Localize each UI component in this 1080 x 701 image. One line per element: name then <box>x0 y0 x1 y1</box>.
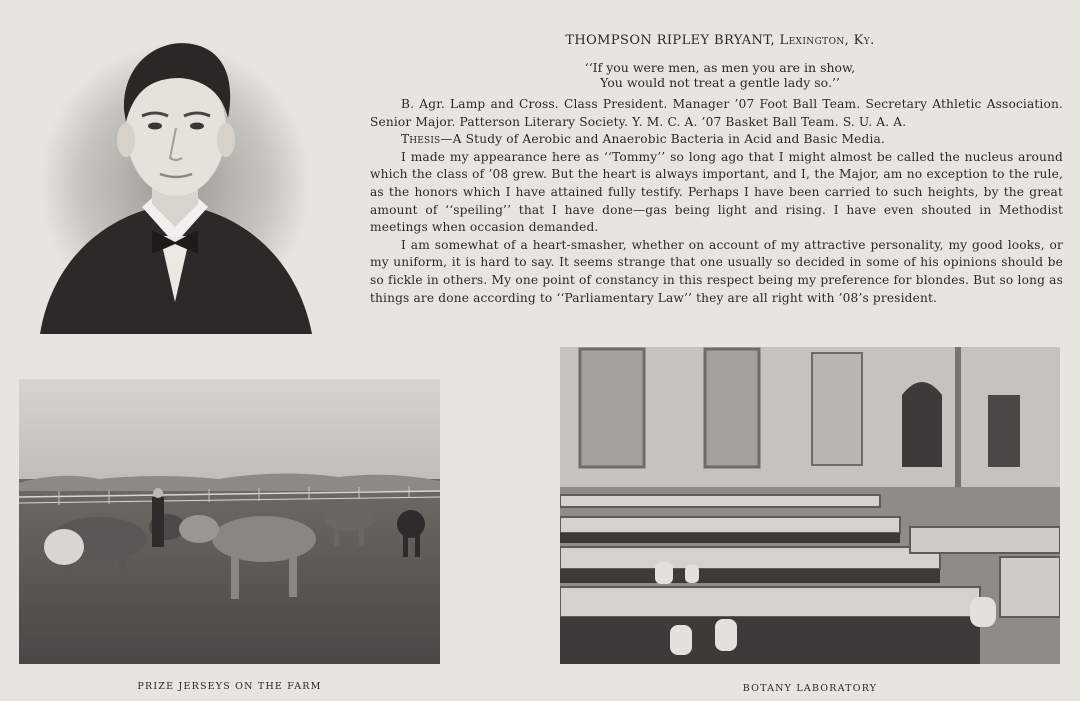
biography-text <box>370 96 1063 307</box>
biography-paragraph-2: I am somewhat of a heart-smasher, whether on account of my attractive personality, my good looks, or my uniform, it is hard to say. It seems strange that one usually so decided in some of his opinions should be so fickle in others. My one point of constancy in this respect being my preference for blondes. But so long as things are done according to ‘‘Parliamentary Law’’ they are all right with ’08’s president. <box>370 237 1063 305</box>
quote-line-2: You would not treat a gentle lady so.’’ <box>600 75 840 90</box>
student-hometown: Lexington, Ky. <box>779 33 875 48</box>
thesis-title: —A Study of Aerobic and Anaerobic Bacteria in Acid and Basic Media. <box>440 132 885 147</box>
portrait-photo <box>30 22 320 334</box>
biography-paragraph-1: I made my appearance here as ‘‘Tommy’’ so long ago that I might almost be called the nucleus around which the class of ’08 grew. But the heart is always important, and I, the Major, am no exception to the rule, as the honors which I have attained fully testify. Perhaps I have been carried to such heights, by the great amount of ‘‘speiling’’ that I have done—gas being light and rising. I have even shouted in Methodist meetings when occasion demanded. <box>370 149 1063 235</box>
farm-photo-caption: PRIZE JERSEYS ON THE FARM <box>137 681 322 692</box>
lab-photo-caption: BOTANY LABORATORY <box>742 683 878 694</box>
thesis-line <box>370 131 1063 149</box>
student-name-heading <box>370 33 1070 48</box>
epigraph-quote <box>370 60 1070 90</box>
prize-jerseys-photo <box>19 379 440 664</box>
botany-laboratory-photo <box>560 347 1060 664</box>
student-name: THOMPSON RIPLEY BRYANT, <box>565 33 775 48</box>
activities-record: B. Agr. Lamp and Cross. Class President. Manager ’07 Foot Ball Team. Secretary Athletic Association. Senior Major. Patterson Literary Society. Y. M. C. A. ’07 Basket Ball Team. S. U. A. A. <box>370 97 1063 129</box>
thesis-label: Thesis <box>401 132 441 147</box>
quote-line-1: ‘‘If you were men, as men you are in show, <box>584 60 856 75</box>
